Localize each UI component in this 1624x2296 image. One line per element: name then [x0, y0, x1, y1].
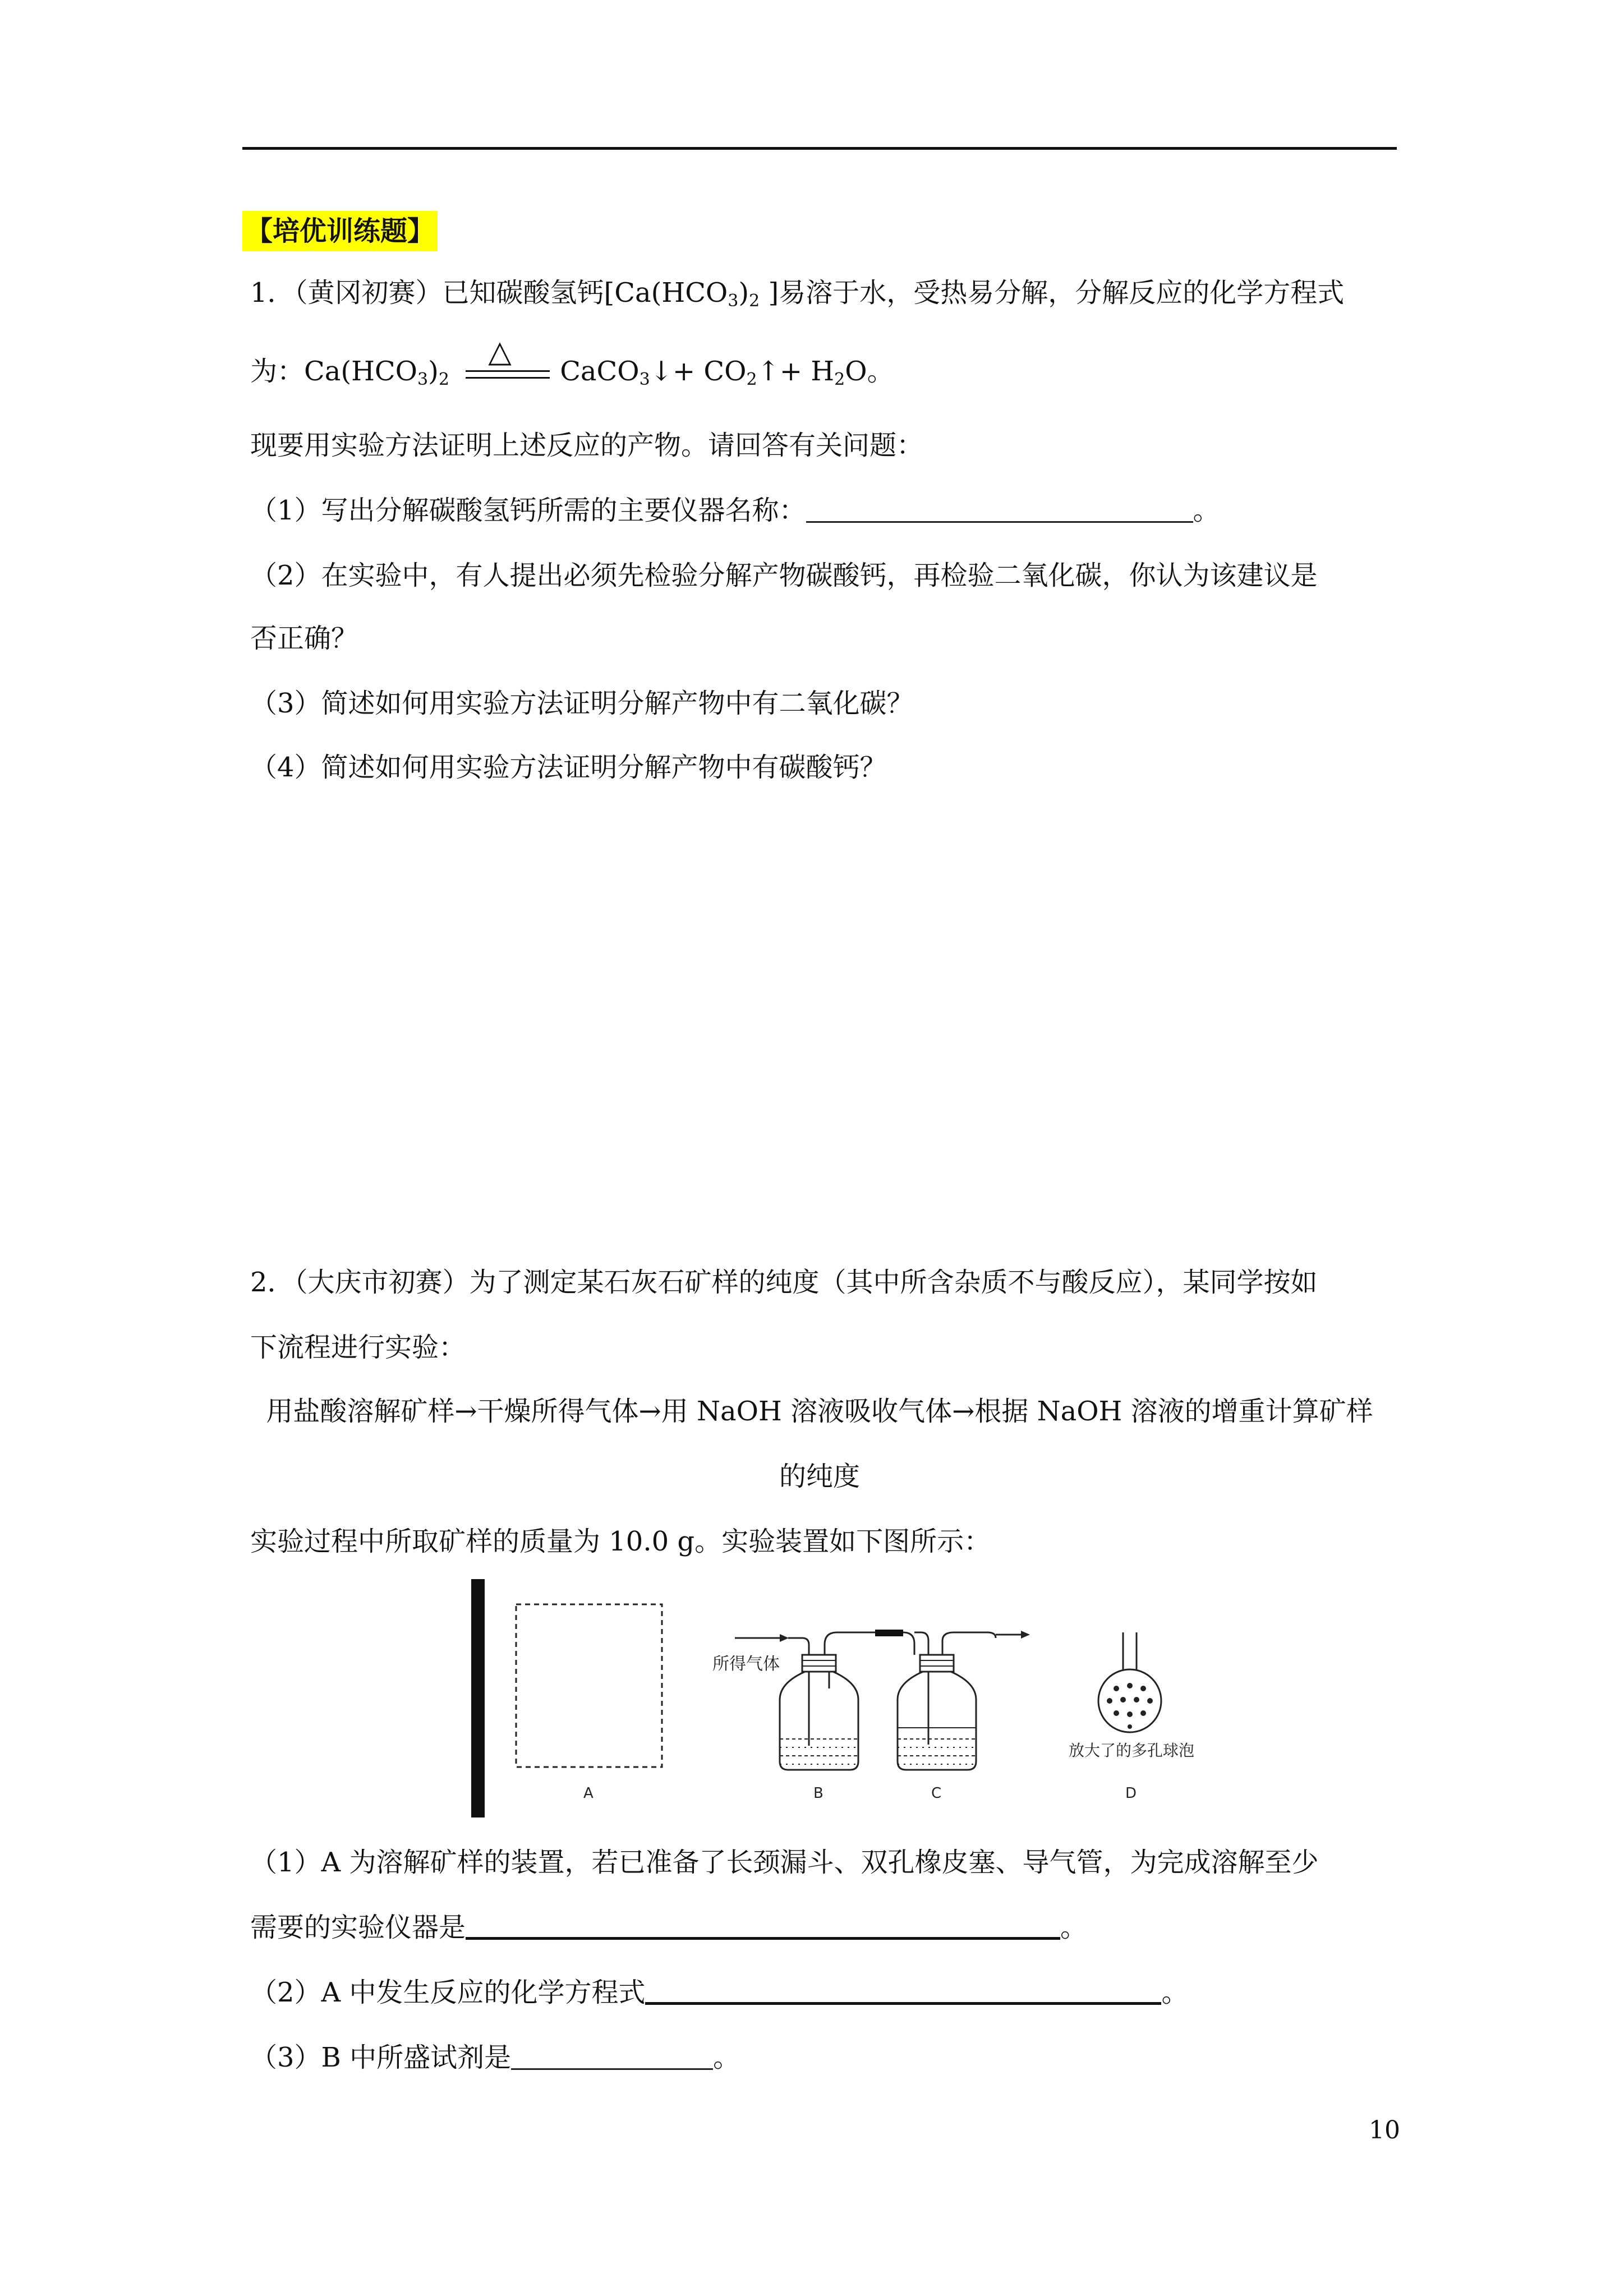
- q2-flow-line2: 的纯度: [779, 1461, 860, 1492]
- stand-bar: [471, 1579, 485, 1818]
- label-d: D: [1125, 1785, 1137, 1802]
- q2-flow-line1: 用盐酸溶解矿样→干燥所得气体→用 NaOH 溶液吸收气体→根据 NaOH 溶液的增重计算矿样: [266, 1396, 1373, 1427]
- q1-sub1-answer-blank[interactable]: [806, 496, 1193, 523]
- q2-sub3-answer-blank[interactable]: [511, 2044, 713, 2070]
- q1-sub2-line1: （2）在实验中，有人提出必须先检验分解产物碳酸钙，再检验二氧化碳，你认为该建议是: [250, 560, 1318, 591]
- q1-line1: 1．（黄冈初赛）已知碳酸氢钙[$Ca(HCO_3)_2$ ]易溶于水，受热易分解，分解反应的化学方程式: [250, 277, 1345, 311]
- label-a: A: [583, 1785, 594, 1802]
- header-rule: [242, 147, 1397, 150]
- q1-sub2-line2: 否正确？: [250, 623, 358, 654]
- q2-sub1-line2: 需要的实验仪器是 。: [250, 1912, 1088, 1943]
- section-title: 【培优训练题】: [242, 211, 438, 251]
- porous-bulb-d: [1098, 1632, 1161, 1732]
- q1-sub3: （3）简述如何用实验方法证明分解产物中有二氧化碳？: [250, 688, 914, 719]
- gas-label: 所得气体: [712, 1654, 780, 1674]
- apparatus-figure: [466, 1576, 1195, 1823]
- q1-sub4: （4）简述如何用实验方法证明分解产物中有碳酸钙？: [250, 752, 887, 783]
- label-b: B: [813, 1785, 823, 1802]
- q2-mass: 实验过程中所取矿样的质量为 10.0 g。实验装置如下图所示：: [250, 1526, 991, 1557]
- q2-sub1-line1: （1）A 为溶解矿样的装置，若已准备了长颈漏斗、双孔橡皮塞、导气管，为完成溶解至少: [250, 1847, 1319, 1878]
- q2-sub2-answer-blank[interactable]: [645, 1977, 1161, 2005]
- q1-intro: 现要用实验方法证明上述反应的产物。请回答有关问题：: [250, 430, 924, 461]
- device-a-box: [516, 1604, 662, 1767]
- q1-sub1: （1）写出分解碳酸氢钙所需的主要仪器名称： 。: [250, 495, 1220, 526]
- q2-sub1-answer-blank[interactable]: [466, 1912, 1060, 1940]
- heat-condition: [466, 334, 550, 389]
- q1-equation: 为：$Ca(HCO_3)_2$ △ CaCO$_3$↓+ $CO_2↑+ H_2O$。: [250, 334, 894, 389]
- q2-sub2: （2）A 中发生反应的化学方程式 。: [250, 1977, 1189, 2008]
- page-number: 10: [1369, 2116, 1400, 2145]
- q2-line1: 2．（大庆市初赛）为了测定某石灰石矿样的纯度（其中所含杂质不与酸反应），某同学按如: [250, 1267, 1318, 1298]
- q2-line2: 下流程进行实验：: [250, 1332, 466, 1363]
- bulb-label: 放大了的多孔球泡: [1069, 1741, 1195, 1760]
- bottle-c: [898, 1631, 1030, 1770]
- heat-triangle-icon: △: [488, 334, 512, 369]
- label-c: C: [931, 1785, 942, 1802]
- bottle-b: [780, 1632, 914, 1770]
- q2-sub3: （3）B 中所盛试剂是 。: [250, 2042, 740, 2073]
